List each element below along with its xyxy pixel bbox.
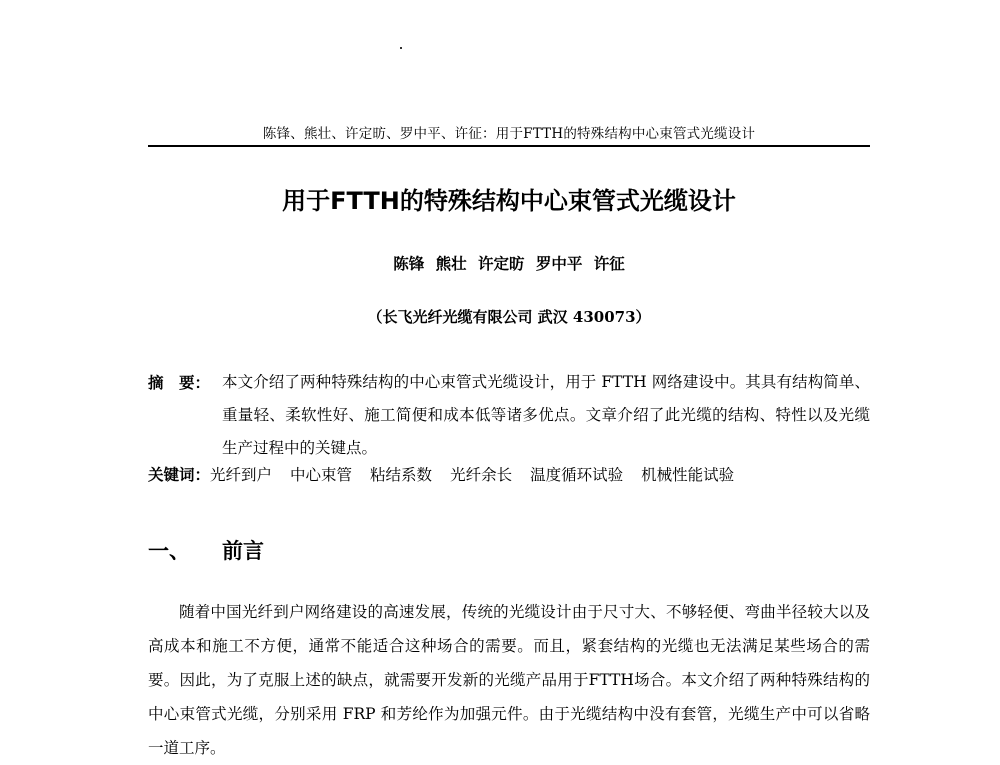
running-head: 陈锋、熊壮、许定昉、罗中平、许征：用于FTTH的特殊结构中心束管式光缆设计 bbox=[262, 126, 756, 142]
keyword: 光纤余长 bbox=[450, 466, 513, 484]
abstract-label: 摘 要： bbox=[148, 373, 211, 392]
author-list: 陈锋 熊壮 许定昉 罗中平 许征 bbox=[393, 254, 625, 273]
keywords-label: 关键词： bbox=[148, 465, 211, 484]
abstract bbox=[148, 366, 870, 465]
keyword: 温度循环试验 bbox=[530, 466, 624, 484]
abstract-text: 本文介绍了两种特殊结构的中心束管式光缆设计，用于 FTTH 网络建设中。其具有结构简单、重量轻、柔软性好、施工简便和成本低等诸多优点。文章介绍了此光缆的结构、特性以及光缆生产过程中的关键点。 bbox=[222, 373, 870, 457]
affiliation: （长飞光纤光缆有限公司 武汉 430073） bbox=[367, 308, 651, 326]
section-heading bbox=[148, 535, 264, 565]
keywords bbox=[148, 463, 870, 485]
body-paragraph: 随着中国光纤到户网络建设的高速发展，传统的光缆设计由于尺寸大、不够轻便、弯曲半径较大以及高成本和施工不方便，通常不能适合这种场合的需要。而且，紧套结构的光缆也无法满足某些场合的需要。因此，为了克服上述的缺点，就需要开发新的光缆产品用于FTTH场合。本文介绍了两种特殊结构的中心束管式光缆，分别采用 FRP 和芳纶作为加强元件。由于光缆结构中没有套管，光缆生产中可以省略一道工序。 bbox=[148, 603, 870, 757]
section-title: 前言 bbox=[222, 539, 264, 563]
keyword: 中心束管 bbox=[290, 466, 353, 484]
keyword: 光纤到户 bbox=[210, 466, 273, 484]
keyword: 粘结系数 bbox=[370, 466, 433, 484]
header-rule bbox=[148, 145, 870, 147]
paper-title: 用于FTTH的特殊结构中心束管式光缆设计 bbox=[282, 187, 736, 215]
keyword: 机械性能试验 bbox=[641, 466, 735, 484]
section-number: 一、 bbox=[148, 539, 190, 563]
scan-speck bbox=[400, 47, 402, 49]
